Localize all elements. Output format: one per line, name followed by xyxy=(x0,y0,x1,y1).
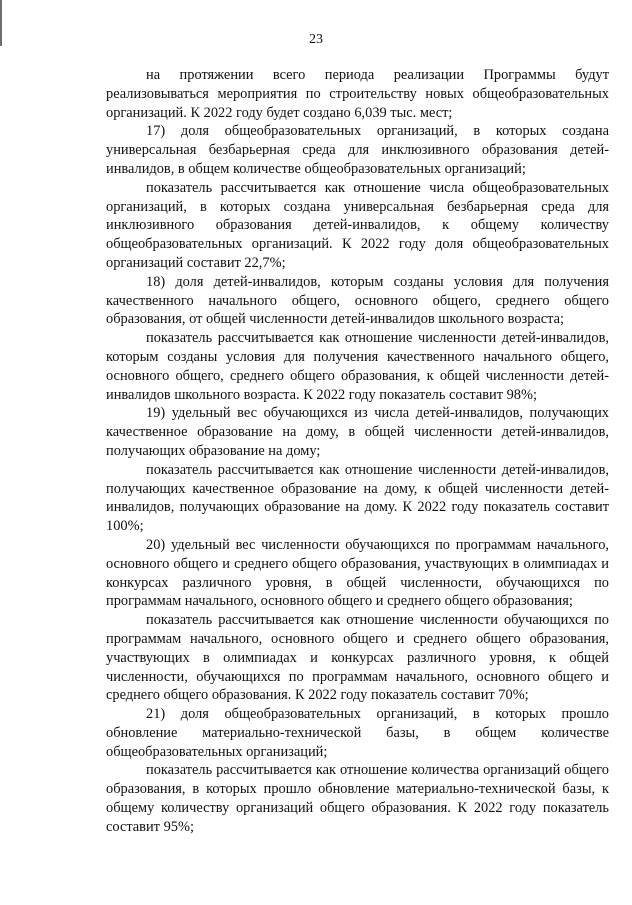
paragraph-item-20-indicator: показатель рассчитывается как отношение численности обучающихся по программам начального, основного общего и среднего общего образования, участвующих в олимпиадах и конкурсах различного уровня, к общей численности, обучающихся по программам начального, основного общего и среднего общего образования. К 2022 году показатель составит 70%; xyxy=(106,612,609,704)
paragraph-item-19-indicator: показатель рассчитывается как отношение численности детей-инвалидов, получающих качественное образование на дому, к общей численности детей-инвалидов, получающих образование на дому. К 2022 году показатель составит 100%; xyxy=(106,461,609,535)
paragraph-item-18-indicator: показатель рассчитывается как отношение численности детей-инвалидов, которым созданы условия для получения качественного начального общего, основного общего, среднего общего образования, к общей численности детей-инвалидов школьного возраста. К 2022 году показатель составит 98%; xyxy=(106,330,609,403)
page-number: 23 xyxy=(309,32,323,47)
paragraph-item-21-indicator: показатель рассчитывается как отношение количества организаций общего образования, в которых прошло обновление материально-технической базы, к общему количеству организаций общего образования. К 2022 году показатель составит 95%; xyxy=(106,762,609,835)
paragraph-item-20: 20) удельный вес численности обучающихся по программам начального, основного общего и среднего общего образования, участвующих в олимпиадах и конкурсах различного уровня, в общей численности, обучающихся по программам начального, основного общего и среднего общего образования; xyxy=(106,536,609,610)
body-text xyxy=(106,66,609,837)
paragraph-item-21: 21) доля общеобразовательных организаций, в которых прошло обновление материально-технической базы, в общем количестве общеобразовательных организаций; xyxy=(106,706,609,760)
paragraph-construction-new-schools: на протяжении всего периода реализации Программы будут реализовываться мероприятия по строительству новых общеобразовательных организаций. К 2022 году будет создано 6,039 тыс. мест; xyxy=(106,67,609,121)
paragraph-item-17-indicator: показатель рассчитывается как отношение числа общеобразовательных организаций, в которых создана универсальная безбарьерная среда для инклюзивного образования детей-инвалидов, к общему количеству общеобразовательных организаций. К 2022 году доля общеобразовательных организаций составит 22,7%; xyxy=(106,179,609,271)
paragraph-item-17: 17) доля общеобразовательных организаций, в которых создана универсальная безбарьерная среда для инклюзивного образования детей-инвалидов, в общем количестве общеобразовательных организаций; xyxy=(106,123,609,177)
paragraph-item-18: 18) доля детей-инвалидов, которым созданы условия для получения качественного начального общего, основного общего, среднего общего образования, от общей численности детей-инвалидов школьного возраста; xyxy=(106,273,609,328)
paragraph-item-19: 19) удельный вес обучающихся из числа детей-инвалидов, получающих качественное образование на дому, в общей численности детей-инвалидов, получающих образование на дому; xyxy=(106,405,609,459)
